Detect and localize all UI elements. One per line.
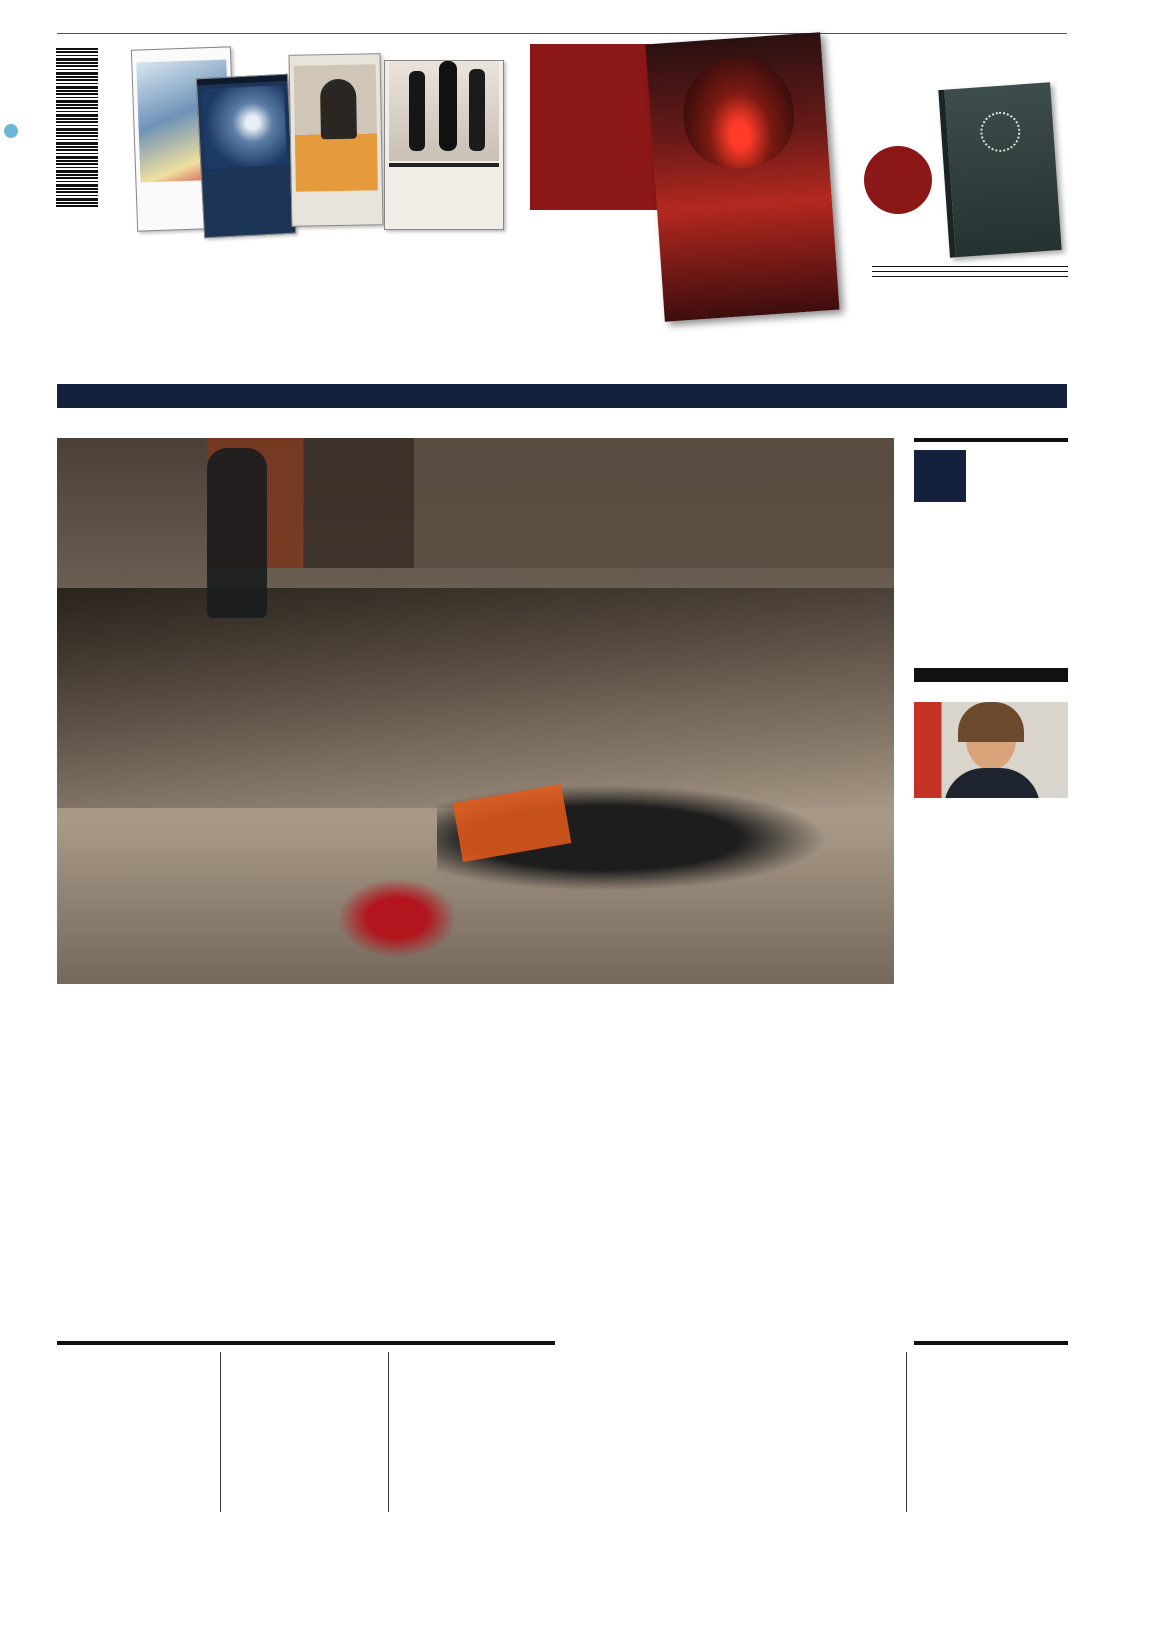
book-title	[655, 174, 830, 186]
sidebar-b-bottom-rule	[914, 668, 1068, 682]
page-marker-dot	[4, 124, 18, 138]
bestseller-promo	[530, 44, 666, 210]
grammatology-book-title	[953, 93, 1043, 99]
book-subtitle	[655, 174, 830, 186]
cover-tovima-title	[132, 47, 230, 56]
bottom-col1	[57, 1352, 213, 1362]
bottom-col-rule-3	[906, 1352, 907, 1512]
masthead-band	[57, 384, 1067, 408]
cover-opanews-image	[201, 85, 287, 169]
cover-vimagazino-title	[290, 54, 380, 64]
grammatology-badge-text	[894, 176, 902, 184]
page-number	[0, 90, 20, 150]
cover-opanews-text	[202, 169, 292, 178]
grammatology-book-ornament	[979, 111, 1022, 154]
barcode	[56, 48, 118, 208]
book-brand	[646, 32, 821, 50]
lead-photo	[57, 438, 894, 984]
book-promo	[646, 32, 840, 322]
cover-vimagazino-image	[294, 64, 378, 191]
grammatology-book-brand	[959, 179, 1049, 185]
lead-photo-soldier	[207, 448, 267, 618]
bottom-col-rule-1	[220, 1352, 221, 1512]
cover-vita-image	[389, 61, 499, 161]
promo-cover-vita	[384, 60, 504, 230]
promo-cover-opanews	[196, 74, 296, 239]
interview-photo	[914, 702, 1068, 798]
masthead-info-rule-3	[872, 276, 1068, 277]
lead-photo-shadow	[57, 588, 894, 808]
bottom-col-rule-2	[388, 1352, 389, 1512]
bottom-rule-left	[57, 1341, 555, 1345]
sidebar-b-badge	[914, 450, 966, 502]
lead-photo-blood	[337, 878, 457, 958]
barcode-bars	[56, 48, 98, 208]
masthead-info-rule-2	[872, 271, 1068, 272]
promo-cover-vimagazino	[289, 53, 384, 227]
sidebar-b-top-rule	[914, 438, 1068, 442]
masthead-info-rule	[872, 266, 1068, 267]
cover-vita-text	[389, 163, 499, 167]
book-face	[679, 54, 796, 171]
bottom-rule-right	[914, 1341, 1068, 1345]
bottom-col2	[230, 1352, 382, 1360]
top-rule	[57, 33, 1067, 34]
grammatology-badge	[864, 146, 932, 214]
masthead-info	[872, 262, 1068, 281]
grammatology-promo	[834, 40, 1068, 260]
lead-photo-building	[207, 438, 894, 568]
grammatology-book	[938, 82, 1061, 257]
